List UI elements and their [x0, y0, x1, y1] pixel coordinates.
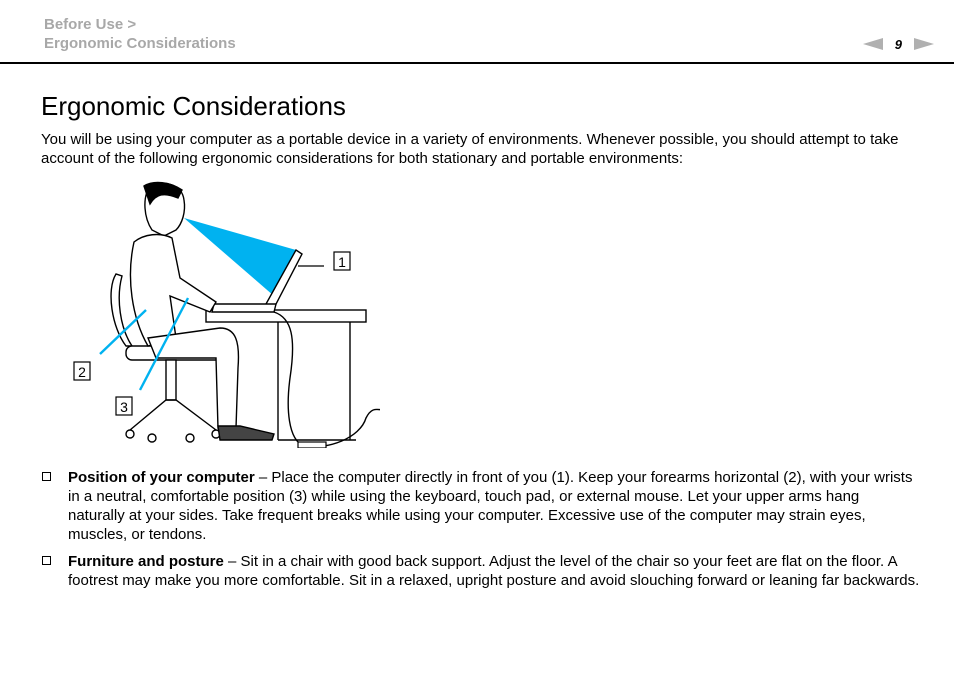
- left-arrow-icon[interactable]: [863, 38, 883, 50]
- callout-3: [116, 397, 132, 415]
- page-number: 9: [894, 36, 902, 52]
- breadcrumb-parent[interactable]: Before Use >: [44, 16, 137, 33]
- bullet-lead: Furniture and posture: [68, 553, 224, 570]
- bullet-box-icon: [42, 556, 51, 565]
- header-divider: [0, 62, 954, 64]
- page-navigation: [863, 35, 934, 53]
- considerations-list: [40, 468, 920, 598]
- svg-text:3: 3: [120, 399, 128, 415]
- callout-1: [334, 252, 350, 270]
- svg-text:1: 1: [338, 254, 346, 270]
- page-title: Ergonomic Considerations: [41, 91, 346, 121]
- bullet-text: – Place the computer directly in front of you (1). Keep your forearms horizontal (2), with your wrists in a neutral, comfortable position (3) while using the keyboard, touch pad, or external mouse. Let your upper arms hang naturally at your sides. Take frequent breaks while using your computer. Excessive use of the computer may strain eyes, muscles, or tendons.: [68, 469, 913, 543]
- intro-paragraph: You will be using your computer as a portable device in a variety of environments. Whenever possible, you should attempt to take account of the following ergonomic considerations for both stationary and portable environments:: [41, 131, 899, 167]
- ergonomic-illustration: [60, 178, 380, 448]
- svg-text:2: 2: [78, 364, 86, 380]
- power-cable: [274, 312, 380, 447]
- page-header: [0, 0, 954, 64]
- list-item: [40, 552, 920, 590]
- right-arrow-icon[interactable]: [914, 38, 934, 50]
- bullet-text: – Sit in a chair with good back support. Adjust the level of the chair so your feet are flat on the floor. A footrest may make you more comfortable. Sit in a relaxed, upright posture and avoid slouching forward or leaning far backwards.: [68, 553, 920, 589]
- list-item: [40, 468, 920, 544]
- callout-2: [74, 362, 90, 380]
- breadcrumb-current: Ergonomic Considerations: [44, 35, 236, 52]
- ac-adapter: [298, 442, 326, 448]
- bullet-lead: Position of your computer: [68, 469, 255, 486]
- bullet-box-icon: [42, 472, 51, 481]
